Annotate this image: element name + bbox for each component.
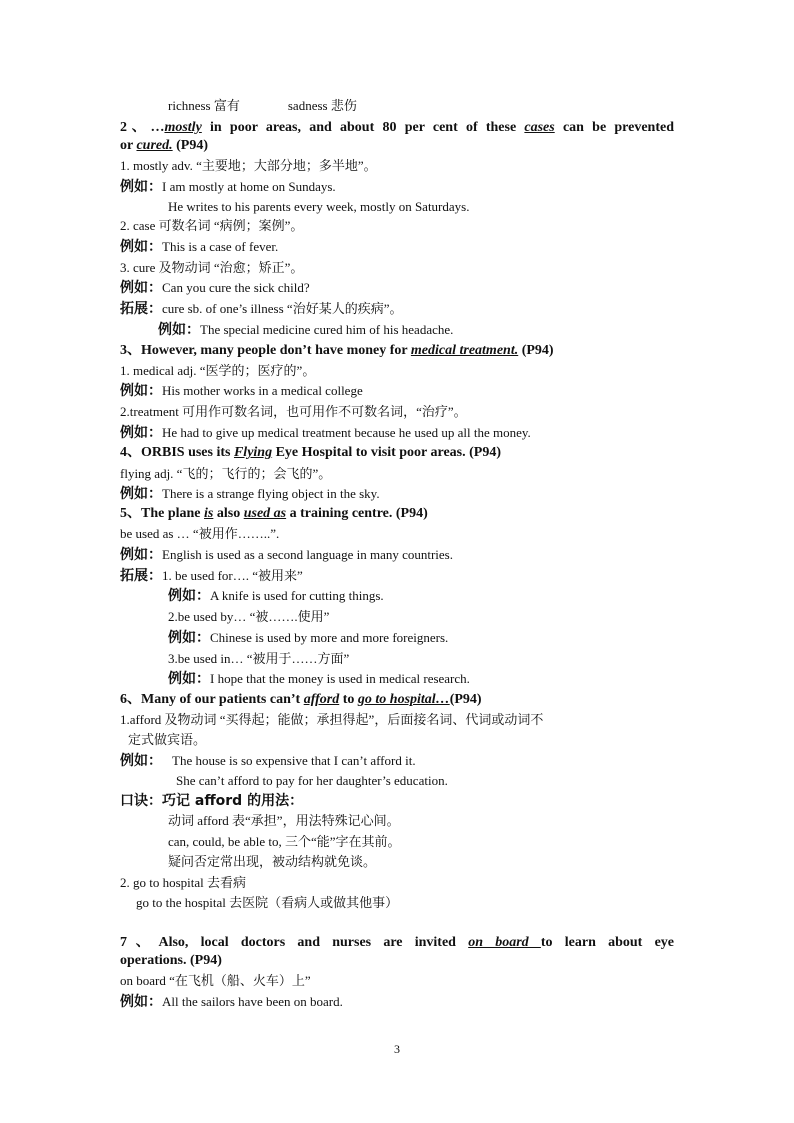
text: 7、Also, local doctors and nurses are invited: [120, 935, 469, 950]
text: His mother works in a medical college: [162, 383, 363, 398]
example-label: 例如：: [120, 994, 162, 1010]
page-number: 3: [394, 1042, 400, 1056]
mnemonic-line: 动词 afford 表“承担”，用法特殊记心间。: [168, 813, 400, 828]
example-line: [120, 238, 278, 256]
extension-label: 拓展：: [120, 301, 162, 317]
example-line: [120, 485, 380, 503]
section-heading-cont: [120, 137, 208, 155]
example-label: 例如：: [158, 322, 200, 338]
section-heading: [120, 342, 554, 360]
section-heading: [120, 119, 674, 137]
keyword: go to hospital…: [357, 692, 450, 707]
text-line: 1. medical adj. “医学的；医疗的”。: [120, 363, 316, 378]
text: English is used as a second language in many countries.: [162, 547, 453, 562]
text: or: [120, 138, 137, 153]
text: He had to give up medical treatment because he used up all the money.: [162, 425, 531, 440]
text-line: 2. case 可数名词 “病例；案例”。: [120, 218, 304, 233]
text-line: 3. cure 及物动词 “治愈；矫正”。: [120, 260, 304, 275]
example-label: 例如：: [120, 486, 162, 502]
mnemonic-line: can, could, be able to, 三个“能”字在其前。: [168, 834, 401, 849]
example-line: [168, 629, 448, 647]
example-line: [120, 424, 531, 442]
example-label: 例如：: [120, 383, 162, 399]
text: sadness 悲伤: [287, 98, 357, 113]
example-line: [120, 546, 453, 564]
keyword: medical treatment.: [410, 343, 519, 358]
keyword: mostly: [164, 120, 202, 135]
text-line: 1. mostly adv. “主要地；大部分地；多半地”。: [120, 158, 377, 173]
text: 3、However, many people don’t have money for: [120, 343, 411, 358]
text-line: on board “在飞机（船、火车）上”: [120, 973, 311, 988]
example-label: 例如：: [120, 753, 162, 769]
section-heading: [120, 691, 482, 709]
text: a training centre. (P94): [286, 506, 428, 521]
section-heading: [120, 444, 501, 462]
keyword: on board: [468, 935, 541, 950]
text: richness 富有: [168, 98, 240, 113]
text: Can you cure the sick child?: [162, 280, 310, 295]
example-label: 例如：: [120, 425, 162, 441]
extension-line: [120, 567, 303, 585]
example-label: 例如：: [168, 630, 210, 646]
text: This is a case of fever.: [162, 239, 279, 254]
text: 2、…: [120, 120, 165, 135]
example-label: 例如：: [120, 280, 162, 296]
text-line: be used as … “被用作……..”.: [120, 526, 280, 541]
example-line: [120, 279, 310, 297]
text: There is a strange flying object in the sky.: [162, 486, 380, 501]
text: I am mostly at home on Sundays.: [162, 179, 336, 194]
text: (P94): [518, 343, 554, 358]
text: cure sb. of one’s illness “治好某人的疾病”。: [162, 301, 403, 316]
keyword: cases: [524, 120, 555, 135]
example-line: [168, 670, 470, 688]
text-line: 2. go to hospital 去看病: [120, 875, 247, 890]
text: 1. be used for…. “被用来”: [162, 568, 303, 583]
text: The special medicine cured him of his headache.: [200, 322, 454, 337]
text-line: 2.be used by… “被…….使用”: [168, 609, 330, 624]
extension-line: [120, 300, 402, 318]
example-line: [120, 993, 343, 1011]
example-line: She can’t afford to pay for her daughter’s education.: [176, 773, 448, 788]
example-line: [168, 587, 384, 605]
example-label: 例如：: [120, 179, 162, 195]
mnemonic-line: 疑问否定常出现，被动结构就免谈。: [168, 854, 377, 869]
text-line: 2.treatment 可用作可数名词，也可用作不可数名词，“治疗”。: [120, 404, 467, 419]
text: to learn about eye: [540, 935, 675, 950]
mnemonic-heading: 口诀：巧记 afford 的用法：: [120, 793, 304, 809]
keyword: used as: [243, 506, 287, 521]
text: I hope that the money is used in medical research.: [210, 671, 470, 686]
keyword: is: [204, 506, 214, 521]
text: in poor areas, and about 80 per cent of these: [201, 120, 525, 135]
text-line: go to the hospital 去医院（看病人或做其他事）: [136, 895, 399, 910]
text: (P94): [172, 138, 209, 153]
text: A knife is used for cutting things.: [210, 588, 384, 603]
text-line: 定式做宾语。: [128, 732, 207, 747]
text: The house is so expensive that I can’t afford it.: [172, 753, 416, 768]
example-label: 例如：: [120, 239, 162, 255]
keyword: cured.: [136, 138, 173, 153]
text-line: 1.afford 及物动词 “买得起；能做；承担得起”，后面接名词、代词或动词不: [120, 712, 544, 727]
example-label: 例如：: [120, 547, 162, 563]
section-heading: [120, 934, 674, 952]
section-heading-cont: operations. (P94): [120, 953, 222, 968]
text-line: [168, 97, 357, 115]
example-line: [120, 382, 363, 400]
text: to: [339, 692, 358, 707]
text: Chinese is used by more and more foreigners.: [210, 630, 449, 645]
text: Eye Hospital to visit poor areas. (P94): [272, 445, 502, 460]
text: also: [213, 506, 244, 521]
example-line: [120, 752, 416, 770]
extension-label: 拓展：: [120, 568, 162, 584]
example-label: 例如：: [168, 671, 210, 687]
example-line: [120, 178, 336, 196]
text: (P94): [449, 692, 482, 707]
keyword: afford: [303, 692, 340, 707]
text: can be prevented: [554, 120, 675, 135]
example-line: He writes to his parents every week, mostly on Saturdays.: [168, 199, 470, 214]
example-line: [158, 321, 453, 339]
text: 6、Many of our patients can’t: [120, 692, 304, 707]
text: 5、The plane: [120, 506, 205, 521]
keyword: Flying: [233, 445, 273, 460]
text-line: 3.be used in… “被用于……方面”: [168, 651, 350, 666]
text: 4、ORBIS uses its: [120, 445, 234, 460]
text: All the sailors have been on board.: [162, 994, 343, 1009]
example-label: 例如：: [168, 588, 210, 604]
section-heading: [120, 505, 428, 523]
text-line: flying adj. “飞的；飞行的；会飞的”。: [120, 466, 332, 481]
